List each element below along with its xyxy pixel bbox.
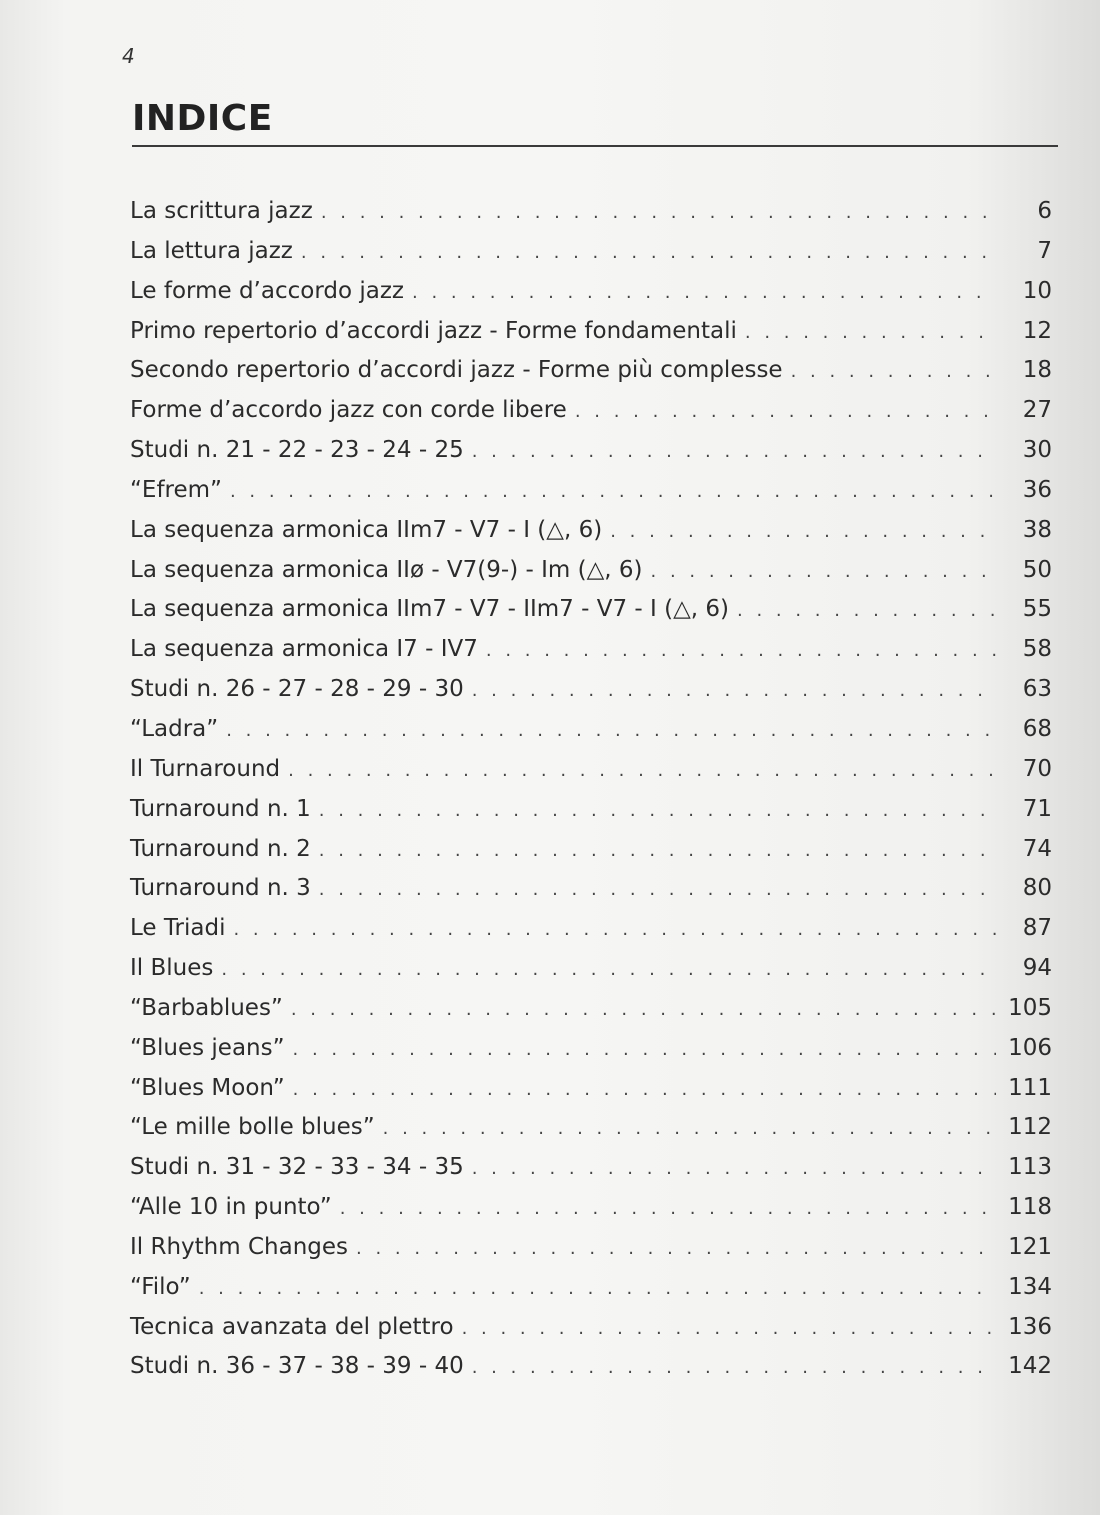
leader-dots bbox=[737, 591, 996, 631]
toc-entry bbox=[130, 272, 1052, 312]
toc-entry-title: Forme d’accordo jazz con corde libere bbox=[130, 397, 567, 424]
toc-entry-title: “Filo” bbox=[130, 1273, 191, 1300]
toc-entry bbox=[130, 1108, 1052, 1148]
toc-entry bbox=[130, 1308, 1052, 1348]
toc-entry-title: Il Blues bbox=[130, 955, 214, 982]
toc-entry-page: 18 bbox=[1022, 357, 1052, 384]
toc-entry bbox=[130, 391, 1052, 431]
leader-dots bbox=[472, 432, 996, 472]
toc-entry bbox=[130, 232, 1052, 272]
toc-entry-title: “Barbablues” bbox=[130, 994, 283, 1021]
toc-entry-title: Il Rhythm Changes bbox=[130, 1233, 349, 1260]
toc-entry-title: Primo repertorio d’accordi jazz - Forme fondamentali bbox=[130, 317, 737, 344]
toc-entry-page: 94 bbox=[1022, 955, 1052, 982]
toc-entry-page: 10 bbox=[1022, 277, 1052, 304]
leader-dots bbox=[791, 352, 996, 392]
toc-entry-title: Studi n. 36 - 37 - 38 - 39 - 40 bbox=[130, 1353, 464, 1380]
leader-dots bbox=[293, 1070, 996, 1110]
toc-entry bbox=[130, 830, 1052, 870]
toc-entry-page: 121 bbox=[1008, 1233, 1052, 1260]
toc-entry bbox=[130, 989, 1052, 1029]
toc-entry bbox=[130, 192, 1052, 232]
toc-entry-title: “Efrem” bbox=[130, 476, 222, 503]
leader-dots bbox=[199, 1269, 996, 1309]
toc-entry-title: “Blues Moon” bbox=[130, 1074, 285, 1101]
leader-dots bbox=[486, 631, 996, 671]
leader-dots bbox=[319, 870, 996, 910]
leader-dots bbox=[319, 831, 996, 871]
page-title: INDICE bbox=[132, 98, 273, 139]
leader-dots bbox=[233, 910, 996, 950]
leader-dots bbox=[301, 233, 996, 273]
toc-entry bbox=[130, 431, 1052, 471]
leader-dots bbox=[462, 1309, 996, 1349]
toc-entry bbox=[130, 551, 1052, 591]
leader-dots bbox=[472, 1348, 996, 1388]
leader-dots bbox=[291, 990, 996, 1030]
toc-entry-title: Tecnica avanzata del plettro bbox=[130, 1313, 454, 1340]
leader-dots bbox=[356, 1229, 996, 1269]
toc-entry bbox=[130, 750, 1052, 790]
toc-entry-page: 80 bbox=[1022, 875, 1052, 902]
toc-entry-page: 27 bbox=[1022, 397, 1052, 424]
leader-dots bbox=[321, 193, 996, 233]
leader-dots bbox=[651, 552, 997, 592]
leader-dots bbox=[472, 1149, 996, 1189]
toc-entry-page: 105 bbox=[1008, 994, 1052, 1021]
leader-dots bbox=[575, 392, 996, 432]
toc-entry-page: 6 bbox=[1037, 198, 1052, 224]
leader-dots bbox=[293, 1030, 996, 1070]
toc-entry-page: 68 bbox=[1022, 715, 1052, 742]
toc-entry-title: Secondo repertorio d’accordi jazz - Forme più complesse bbox=[130, 357, 783, 384]
toc-entry-title: La sequenza armonica IIø - V7(9-) - Im (△, 6) bbox=[130, 556, 643, 583]
toc-entry-page: 111 bbox=[1008, 1074, 1052, 1101]
toc-entry-page: 106 bbox=[1008, 1034, 1052, 1061]
table-of-contents bbox=[130, 192, 1052, 1387]
toc-entry-title: Turnaround n. 2 bbox=[130, 835, 311, 862]
toc-entry-page: 70 bbox=[1022, 755, 1052, 782]
toc-entry bbox=[130, 590, 1052, 630]
toc-entry bbox=[130, 909, 1052, 949]
toc-entry bbox=[130, 471, 1052, 511]
toc-entry-page: 142 bbox=[1008, 1353, 1052, 1380]
toc-entry bbox=[130, 1188, 1052, 1228]
toc-entry-title: La sequenza armonica IIm7 - V7 - IIm7 - V7 - I (△, 6) bbox=[130, 596, 729, 623]
leader-dots bbox=[230, 472, 996, 512]
toc-entry-page: 63 bbox=[1022, 676, 1052, 703]
toc-entry bbox=[130, 1347, 1052, 1387]
leader-dots bbox=[610, 512, 996, 552]
toc-entry-page: 74 bbox=[1022, 835, 1052, 862]
toc-entry-page: 134 bbox=[1008, 1273, 1052, 1300]
toc-entry-page: 7 bbox=[1037, 237, 1052, 264]
toc-entry bbox=[130, 1148, 1052, 1188]
toc-entry bbox=[130, 710, 1052, 750]
leader-dots bbox=[383, 1109, 996, 1149]
leader-dots bbox=[412, 273, 996, 313]
toc-entry bbox=[130, 511, 1052, 551]
toc-entry-page: 58 bbox=[1022, 636, 1052, 663]
toc-entry bbox=[130, 1069, 1052, 1109]
toc-entry-title: La scrittura jazz bbox=[130, 198, 313, 224]
toc-entry bbox=[130, 670, 1052, 710]
toc-entry-page: 36 bbox=[1022, 476, 1052, 503]
toc-entry-title: “Le mille bolle blues” bbox=[130, 1114, 375, 1141]
toc-entry bbox=[130, 949, 1052, 989]
toc-entry-page: 50 bbox=[1022, 556, 1052, 583]
toc-entry-title: Studi n. 26 - 27 - 28 - 29 - 30 bbox=[130, 676, 464, 703]
title-underline bbox=[132, 145, 1058, 147]
toc-entry bbox=[130, 630, 1052, 670]
leader-dots bbox=[745, 313, 996, 353]
leader-dots bbox=[221, 950, 996, 990]
toc-entry-title: La sequenza armonica I7 - IV7 bbox=[130, 636, 478, 663]
leader-dots bbox=[340, 1189, 996, 1229]
toc-entry bbox=[130, 790, 1052, 830]
leader-dots bbox=[288, 751, 996, 791]
toc-entry-title: Turnaround n. 3 bbox=[130, 875, 311, 902]
leader-dots bbox=[226, 711, 996, 751]
toc-entry bbox=[130, 351, 1052, 391]
toc-entry-title: “Blues jeans” bbox=[130, 1034, 285, 1061]
toc-entry bbox=[130, 1228, 1052, 1268]
toc-entry-title: Le forme d’accordo jazz bbox=[130, 277, 404, 304]
page-number: 4 bbox=[122, 44, 135, 68]
toc-entry-title: Studi n. 21 - 22 - 23 - 24 - 25 bbox=[130, 437, 464, 464]
leader-dots bbox=[472, 671, 996, 711]
toc-entry-page: 38 bbox=[1022, 516, 1052, 543]
toc-entry bbox=[130, 312, 1052, 352]
toc-entry-page: 12 bbox=[1022, 317, 1052, 344]
toc-entry-page: 55 bbox=[1022, 596, 1052, 623]
toc-entry-page: 30 bbox=[1022, 437, 1052, 464]
leader-dots bbox=[319, 791, 996, 831]
toc-entry bbox=[130, 1268, 1052, 1308]
toc-entry-title: La lettura jazz bbox=[130, 237, 293, 264]
toc-entry-title: Turnaround n. 1 bbox=[130, 795, 311, 822]
toc-entry bbox=[130, 1029, 1052, 1069]
toc-entry-page: 136 bbox=[1008, 1313, 1052, 1340]
toc-entry-page: 113 bbox=[1008, 1154, 1052, 1181]
toc-entry-title: “Alle 10 in punto” bbox=[130, 1194, 332, 1221]
toc-entry-title: “Ladra” bbox=[130, 715, 219, 742]
toc-entry-page: 112 bbox=[1008, 1114, 1052, 1141]
toc-entry-page: 87 bbox=[1022, 915, 1052, 942]
toc-entry bbox=[130, 869, 1052, 909]
toc-entry-title: Il Turnaround bbox=[130, 755, 281, 782]
toc-entry-title: La sequenza armonica IIm7 - V7 - I (△, 6) bbox=[130, 516, 603, 543]
toc-entry-page: 118 bbox=[1008, 1194, 1052, 1221]
toc-entry-page: 71 bbox=[1022, 795, 1052, 822]
toc-entry-title: Le Triadi bbox=[130, 915, 226, 942]
toc-entry-title: Studi n. 31 - 32 - 33 - 34 - 35 bbox=[130, 1154, 464, 1181]
